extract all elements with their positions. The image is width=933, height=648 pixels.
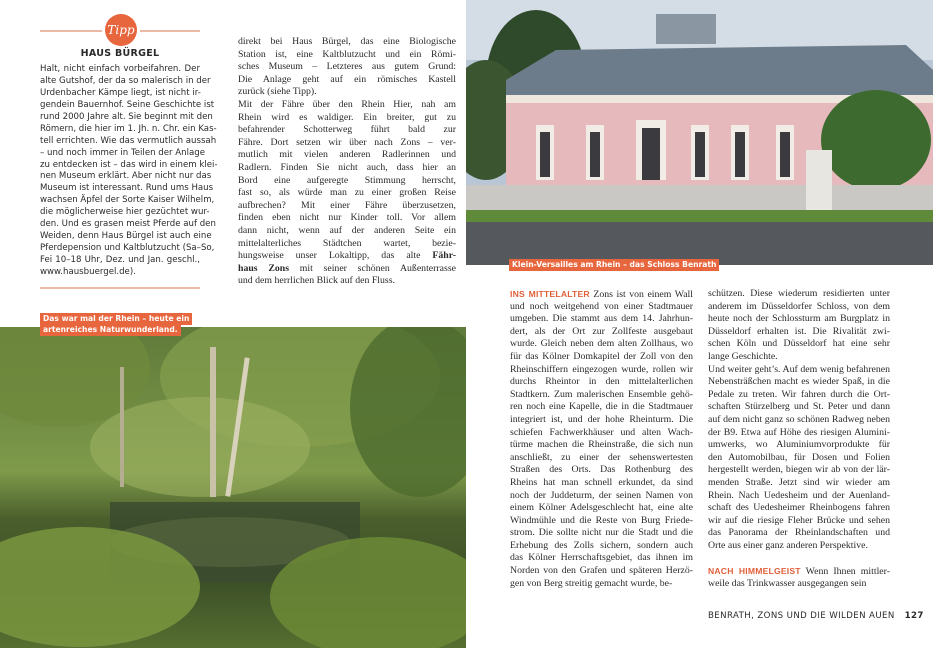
text-segment: Zons ist von einem Wall <box>589 289 693 300</box>
text-line: hergestellt werden, biegen wir ab von der lär- <box>708 464 890 476</box>
text-line: Düsseldorf erhalten ist. Die Rivalität zwi- <box>708 325 890 337</box>
text-line: das Panorama der Rheinlandschaften und <box>708 527 890 539</box>
text-line: Weiden, denn Haus Bürgel ist auch eine <box>40 231 212 242</box>
text-line: schiefen Fachwerkhäuser und alten Wach- <box>510 426 693 438</box>
footer-title: BENRATH, ZONS UND DIE WILDEN AUEN <box>708 611 895 621</box>
text-line: dann nicht, wenn auf der anderen Seite ein <box>238 224 456 236</box>
text-line: dert, als der Ort zur Zollfeste ausgebaut <box>510 325 693 337</box>
photo-schloss-benrath <box>466 0 933 265</box>
text-line <box>708 565 890 578</box>
text-line: lange Geschichte. <box>708 350 778 362</box>
text-line: anschließt, zu einer der sehenswertesten <box>510 451 693 463</box>
caption-right: Klein-Versailles am Rhein – das Schloss Benrath <box>509 259 719 271</box>
text-line: wachsen Äpfel der Sorte Kaiser Wilhelm, <box>40 195 215 206</box>
text-line: befahrender Schotterweg führt bald zur <box>238 124 456 136</box>
text-segment: mit seiner schönen Außenterrasse <box>289 262 456 274</box>
text-line: Urdenbacher Kämpe liegt, ist nicht ir- <box>40 87 201 98</box>
text-line: – und noch immer in Teilen der Anlage <box>40 147 206 158</box>
text-line: schützen. Diese wiederum residierten unter <box>708 288 890 299</box>
caption-left-line1: Das war mal der Rhein – heute ein <box>40 313 192 325</box>
text-line: zu entdecken ist – das wird in einem klei- <box>40 159 218 170</box>
text-line: anderem im Düsseldorfer Schloss, von dem <box>708 300 890 312</box>
text-line: Mit der Fähre über den Rhein Hier, nah am <box>238 98 456 110</box>
text-line: Rhein. Nach Uedesheim und der Auenland- <box>708 489 890 501</box>
section-heading: INS MITTELALTER <box>510 289 590 299</box>
text-line: alte Gutshof, der da so malerisch in der <box>40 75 211 86</box>
tip-rule-bottom <box>40 287 200 289</box>
text-line: www.hausbuergel.de). <box>40 266 136 277</box>
text-line: Radlern. Finden Sie nicht auch, dass hier an <box>238 161 456 173</box>
text-line: Orte aus einer ganz anderen Perspektive. <box>708 539 868 551</box>
page-number: 127 <box>904 611 924 621</box>
text-line: Erhebung des Zolls sichern, sondern auch <box>510 539 693 551</box>
running-footer <box>708 611 924 621</box>
text-line: Norden von den Grafen und späteren Herzö- <box>510 565 693 577</box>
text-line: Bord eine aufgeregte Stimmung herrscht, <box>238 174 456 186</box>
text-line <box>510 288 693 301</box>
text-line: Und weiter geht’s. Auf dem wenig befahrenen <box>708 363 890 375</box>
text-line: aufbrechen? Mit einer Fähre überzusetzen, <box>238 199 456 211</box>
text-line: heute noch der Schlossturm am Burgplatz in <box>708 313 890 325</box>
text-line: den Automobilbau, für Dosen und Folien <box>708 451 890 463</box>
body-column-right-2 <box>708 288 890 590</box>
text-line: Nebensträßchen macht es wieder Spaß, in die <box>708 376 890 388</box>
text-line: menden Straße. Jetzt sind wir wieder am <box>708 476 890 488</box>
text-line: schen Köln und Düsseldorf hat eine sehr <box>708 338 890 350</box>
text-line: Station ist, eine Kaltblutzucht und ein Römi- <box>238 48 456 60</box>
photo-wetland <box>0 327 466 648</box>
tip-rule-left <box>40 30 102 32</box>
tip-rule-right <box>140 30 200 32</box>
text-segment: hungsweise unser Lokaltipp, das alte <box>238 250 433 262</box>
text-line: die möglicherweise hier gezüchtet wur- <box>40 207 210 218</box>
text-line: finden eben nicht nur Kinder toll. Vor allem <box>238 212 456 224</box>
text-line: türme machen die Rheinstraße, die sich nun <box>510 439 693 451</box>
text-line: Die Anlage geht auf ein römisches Kastell <box>238 73 456 85</box>
text-line: für das Kölner Domkapitel der Zoll von den <box>510 350 693 362</box>
text-line: rund 2000 Jahre alt. Sie beginnt mit den <box>40 111 213 122</box>
text-line: Pferdepension und Kaltblutzucht (Sa–So, <box>40 243 215 254</box>
text-line: umgeben. Die stammt aus dem 14. Jahrhun- <box>510 313 693 325</box>
text-line <box>238 250 456 263</box>
bold-place-name: Fähr- <box>432 250 456 262</box>
text-line: auf dem nicht ganz so schönen Radweg neben <box>708 413 890 425</box>
text-segment: Wenn Ihnen mittler- <box>800 566 890 578</box>
text-line: wir auf die riesige Fleher Brücke und sehen <box>708 514 890 526</box>
text-line: zurück (siehe Tipp). <box>238 86 317 98</box>
text-line: gen von Berg streitig gemacht wurde, be- <box>510 577 673 589</box>
body-column-middle <box>238 36 456 288</box>
text-line: das Kölner Herrschaftsgebiet, das ihnen im <box>510 552 693 564</box>
text-line: durchs Rheintor in den mittelalterlichen <box>510 376 693 388</box>
text-line: ren noch eine Kapelle, die in die Stadtmauer <box>510 401 693 413</box>
text-line: integriert ist, und der hohe Rheinturm. Die <box>510 413 693 425</box>
text-line: gendein Bauernhof. Seine Geschichte ist <box>40 99 215 110</box>
text-line: nen Museum erklärt. Aber nicht nur das <box>40 171 212 182</box>
text-line: strom. Die sollte nicht nur die Stadt und die <box>510 527 693 539</box>
text-line: mutlich mit vielen anderen Radlerinnen und <box>238 149 456 161</box>
text-line: fast so, als würde man zu einer großen Reise <box>238 187 456 199</box>
section-heading: NACH HIMMELGEIST <box>708 566 801 577</box>
text-line: Pedale zu treten. Wir fahren durch die Ort- <box>708 388 890 400</box>
paragraph-gap <box>708 552 890 565</box>
text-line: einem Kölner Adelsgeschlecht hat, eine alte <box>510 502 693 514</box>
text-line: und noch weitgehend von einer Stadtmauer <box>510 300 693 312</box>
text-line: und dem herrlichen Blick auf den Fluss. <box>238 275 395 287</box>
text-line: Halt, nicht einfach vorbeifahren. Der <box>40 64 200 74</box>
caption-left-line2: artenreiches Naturwunderland. <box>40 324 181 336</box>
text-line: mittelalterliches Städtchen wartet, bezie- <box>238 237 456 249</box>
text-line: Straßen des Orts. Das Rothenburg des <box>510 464 693 476</box>
text-line: umwerks, wo Aluminiumvorprodukte für <box>708 439 890 451</box>
text-line: direkt bei Haus Bürgel, das eine Biologische <box>238 36 456 47</box>
text-line: schaften Stürzelberg und St. Peter und dann <box>708 401 890 413</box>
text-line: Rheins hat man schnell erkundet, da sind <box>510 476 693 488</box>
tip-text <box>40 64 218 279</box>
text-line: Stadtkern. Zum malerischen Ensemble gehö- <box>510 388 693 400</box>
tip-title: HAUS BÜRGEL <box>80 48 160 59</box>
text-line: Fei 10–18 Uhr, Dez. und Jan. geschl., <box>40 255 200 265</box>
text-line: Römern, die hier im 1. Jh. n. Chr. ein Kas- <box>40 123 217 134</box>
text-line: tell errichten. Wie das vermutlich aussah <box>40 135 217 146</box>
text-line: den. Und es grasen meist Pferde auf den <box>40 219 216 230</box>
text-line: Fähre. Dort setzen wir über nach Zons – ver- <box>238 136 456 148</box>
text-line: weile das Trinkwasser ausgegangen sein <box>708 577 867 589</box>
text-line: Windmühle und die Reste von Burg Friede- <box>510 514 693 526</box>
text-line: schaft des Uedesheimer Rheinbogens fahren <box>708 502 890 514</box>
text-line: wurde. Gleich neben dem alten Zollhaus, wo <box>510 338 693 350</box>
text-line: noch der Juddeturm, der seinen Namen von <box>510 489 693 501</box>
body-column-right-1 <box>510 288 693 590</box>
text-line: Museum ist interessant. Rund ums Haus <box>40 183 214 194</box>
text-line: sches Museum – Letzteres aus gutem Grund: <box>238 61 456 73</box>
bold-place-name: haus Zons <box>238 262 290 274</box>
text-line <box>238 263 456 276</box>
text-line: Rheinschiffern eingezogen wurde, rollen wir <box>510 363 693 375</box>
tip-badge: Tipp <box>105 14 137 46</box>
text-line: der B9. Etwa auf Höhe des riesigen Alumini- <box>708 426 890 438</box>
text-line: Rhein wird es waldiger. Ein breiter, gut zu <box>238 111 456 123</box>
